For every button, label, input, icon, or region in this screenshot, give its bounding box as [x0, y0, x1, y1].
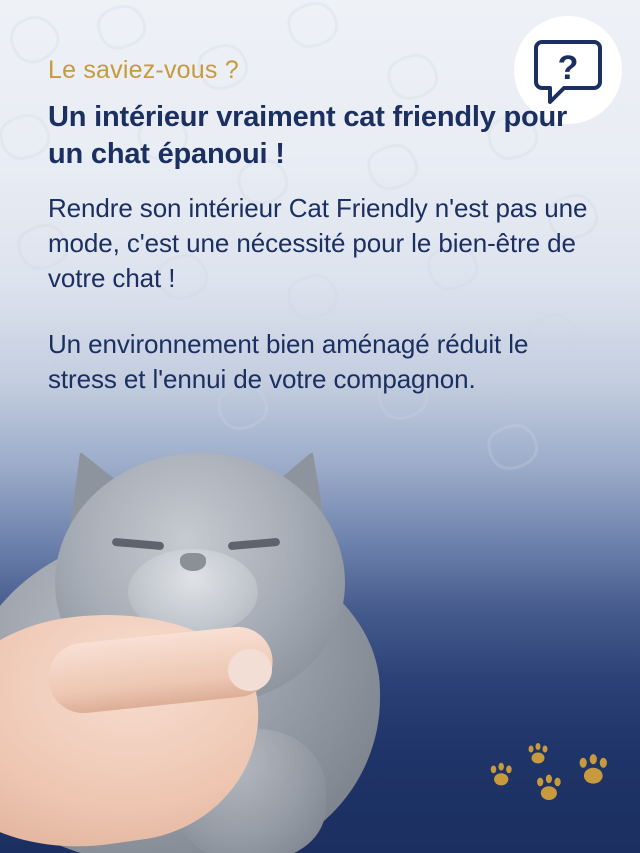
page-title: Un intérieur vraiment cat friendly pour un chat épanoui !	[48, 101, 568, 170]
svg-text:?: ?	[557, 49, 579, 87]
paw-prints-icon	[482, 743, 612, 813]
eyebrow-text: Le saviez-vous ?	[48, 56, 239, 84]
paragraph-1: Rendre son intérieur Cat Friendly n'est pas une mode, c'est une nécessité pour le bien-être de votre chat !	[48, 192, 588, 294]
text-block	[48, 56, 600, 397]
cat-nose	[180, 553, 206, 571]
paragraph-2: Un environnement bien aménagé réduit le stress et l'ennui de votre compagnon.	[48, 328, 529, 395]
cat-photo	[0, 453, 420, 853]
body-copy	[48, 191, 600, 398]
